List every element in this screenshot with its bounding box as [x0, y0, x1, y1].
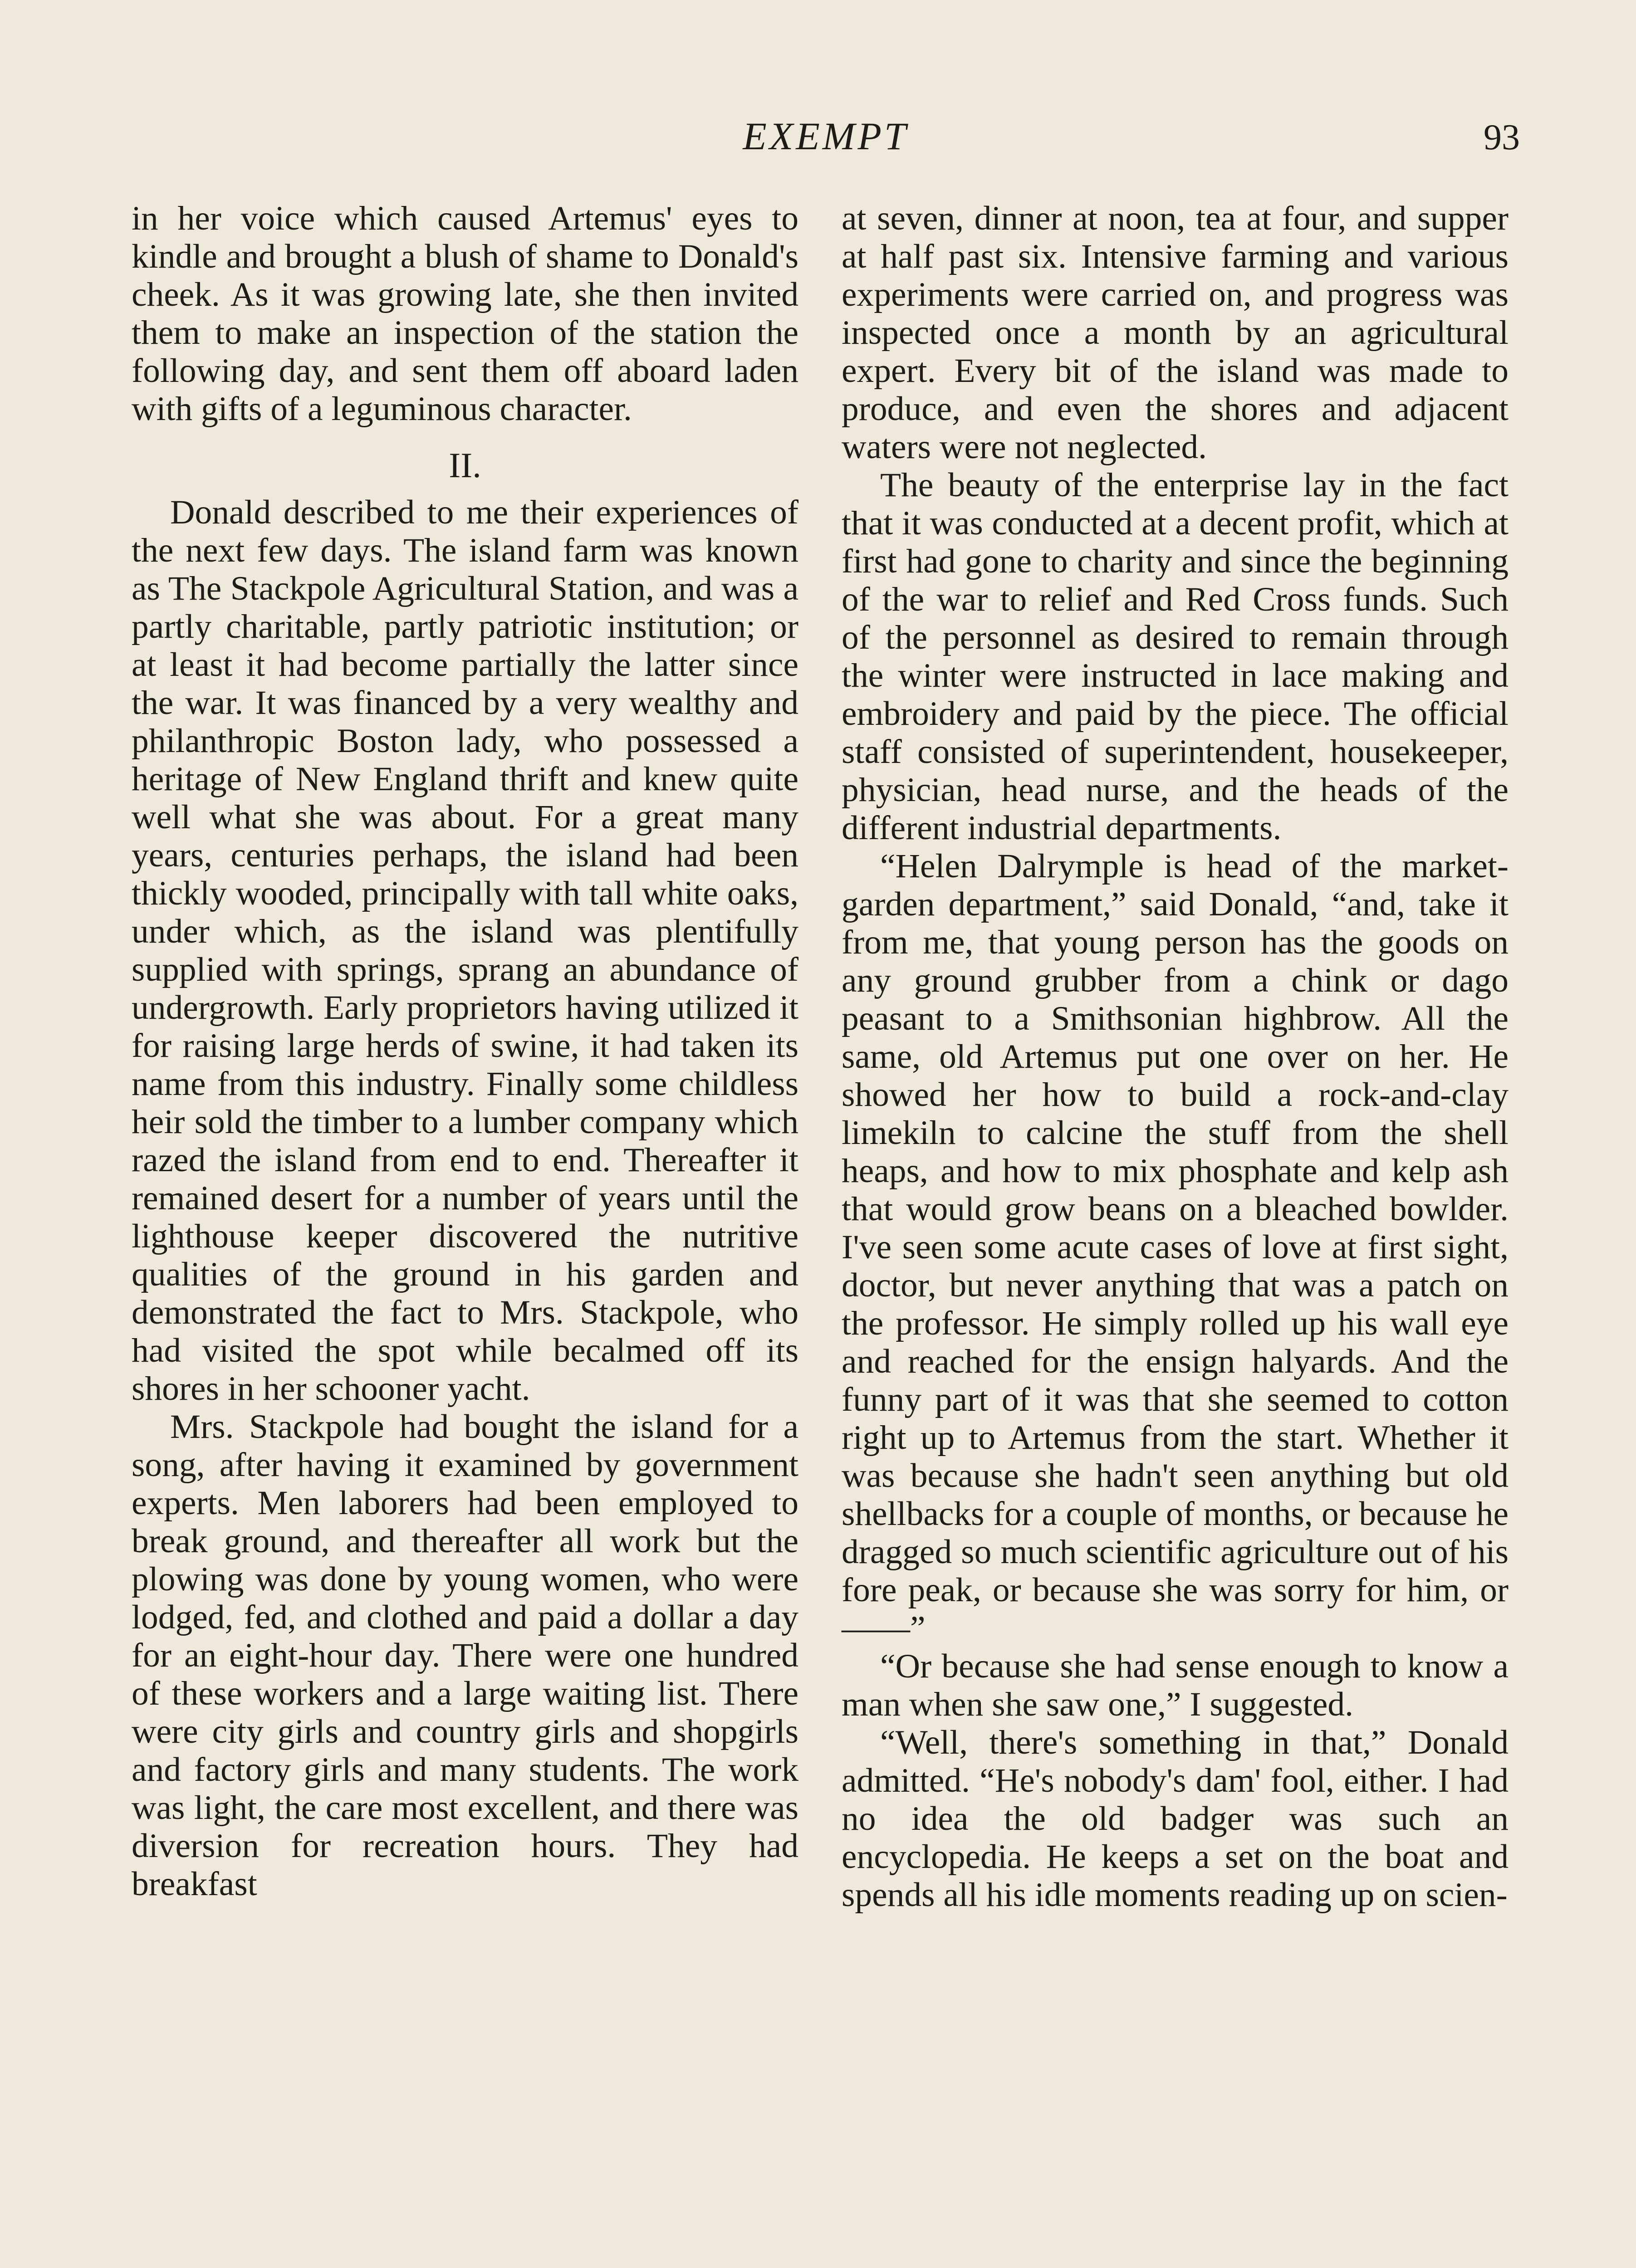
- running-title: EXEMPT: [743, 114, 909, 158]
- paragraph: in her voice which caused Artemus' eyes to kindle and brought a blush of shame to Donald's cheek. As it was growing late, she then invited them to make an inspection of the station the following day, and sent them off aboard laden with gifts of a leguminous character.: [132, 200, 798, 428]
- paragraph: “Well, there's something in that,” Donald admitted. “He's nobody's dam' fool, either. I had no idea the old badger was such an encyclopedia. He keeps a set on the boat and spends all his idle moments reading up on scien-: [842, 1724, 1509, 1914]
- paragraph: Mrs. Stackpole had bought the island for a song, after having it examined by government experts. Men laborers had been employed to break ground, and thereafter all work but the plowing was done by young women, who were lodged, fed, and clothed and paid a dollar a day for an eight-hour day. There were one hundred of these workers and a large waiting list. There were city girls and country girls and shopgirls and factory girls and many students. The work was light, the care most excellent, and there was diversion for recreation hours. They had breakfast: [132, 1408, 798, 1903]
- right-column: [842, 200, 1509, 1914]
- paragraph: Donald described to me their experiences of the next few days. The island farm was known as The Stackpole Agricultural Station, and was a partly charitable, partly patriotic institution; or at least it had become partially the latter since the war. It was financed by a very wealthy and philanthropic Boston lady, who possessed a heritage of New England thrift and knew quite well what she was about. For a great many years, centuries perhaps, the island had been thickly wooded, principally with tall white oaks, under which, as the island was plentifully supplied with springs, sprang an abundance of undergrowth. Early proprietors having utilized it for raising large herds of swine, it had taken its name from this industry. Finally some childless heir sold the timber to a lumber company which razed the island from end to end. Thereafter it remained desert for a number of years until the lighthouse keeper discovered the nutritive qualities of the ground in his garden and demonstrated the fact to Mrs. Stackpole, who had visited the spot while becalmed off its shores in her schooner yacht.: [132, 494, 798, 1408]
- section-heading: II.: [449, 445, 481, 485]
- left-column: [132, 200, 798, 1903]
- paragraph: at seven, dinner at noon, tea at four, and supper at half past six. Intensive farming and various experiments were carried on, and progress was inspected once a month by an agricultural expert. Every bit of the island was made to produce, and even the shores and adjacent waters were not neglected.: [842, 200, 1509, 466]
- paragraph: “Helen Dalrymple is head of the market-garden department,” said Donald, “and, take it from me, that young person has the goods on any ground grubber from a chink or dago peasant to a Smithsonian highbrow. All the same, old Artemus put one over on her. He showed her how to build a rock-and-clay limekiln to calcine the stuff from the shell heaps, and how to mix phosphate and kelp ash that would grow beans on a bleached bowlder. I've seen some acute cases of love at first sight, doctor, but never anything that was a patch on the professor. He simply rolled up his wall eye and reached for the ensign halyards. And the funny part of it was that she seemed to cotton right up to Artemus from the start. Whether it was because she hadn't seen anything but old shellbacks for a couple of months, or because he dragged so much scientific agriculture out of his fore peak, or because she was sorry for him, or——”: [842, 847, 1509, 1647]
- paragraph: “Or because she had sense enough to know a man when she saw one,” I suggested.: [842, 1647, 1509, 1723]
- page-number: 93: [1484, 117, 1520, 157]
- page-header: [132, 113, 1520, 168]
- paragraph: The beauty of the enterprise lay in the fact that it was conducted at a decent profit, which at first had gone to charity and since the beginning of the war to relief and Red Cross funds. Such of the personnel as desired to remain through the winter were instructed in lace making and embroidery and paid by the piece. The official staff consisted of superintendent, housekeeper, physician, head nurse, and the heads of the different industrial departments.: [842, 466, 1509, 847]
